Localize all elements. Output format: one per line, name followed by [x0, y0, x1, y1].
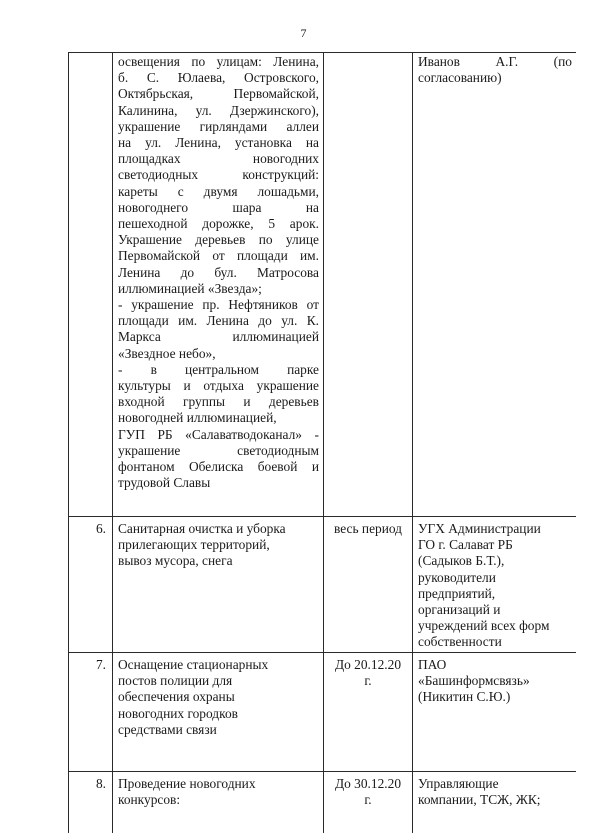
row-number-cell: 8.	[69, 772, 113, 833]
term-line: До 20.12.20	[334, 657, 402, 672]
description-line: украшение гирляндами аллеи	[118, 118, 319, 134]
events-table	[68, 52, 576, 833]
row-number-cell: 7.	[69, 653, 113, 772]
term-line: г.	[364, 792, 372, 808]
description-line: Октябрьская, Первомайской,	[118, 86, 319, 102]
description-cell	[113, 653, 324, 772]
responsible-line: учреждений всех форм	[418, 618, 550, 634]
responsible-line: собственности	[418, 634, 502, 650]
table-row	[69, 653, 577, 772]
description-line: прилегающих территорий,	[118, 537, 270, 553]
description-line: - украшение пр. Нефтяников от	[118, 297, 319, 313]
row-number-cell: 6.	[69, 517, 113, 653]
description-line: кареты с двумя лошадьми,	[118, 183, 319, 199]
table-row	[69, 53, 577, 517]
description-line: Санитарная очистка и уборка	[118, 521, 286, 536]
responsible-line: (Садыков Б.Т.),	[418, 553, 505, 569]
responsible-line: компании, ТСЖ, ЖК;	[418, 792, 541, 808]
description-line: площадках новогодних	[118, 151, 319, 167]
responsible-line: предприятий,	[418, 585, 496, 601]
description-line: культуры и отдыха украшение	[118, 378, 319, 394]
description-line: Украшение деревьев по улице	[118, 232, 319, 248]
term-line: весь период	[333, 521, 402, 536]
description-line: Маркса иллюминацией	[118, 329, 319, 345]
responsible-cell	[413, 53, 577, 517]
description-line: Оснащение стационарных	[118, 657, 269, 672]
description-line: Ленина до бул. Матросова	[118, 264, 319, 280]
description-line: Первомайской от площади им.	[118, 248, 319, 264]
responsible-line: УГХ Администрации	[418, 521, 541, 536]
responsible-line: согласованию)	[418, 70, 502, 86]
description-line: светодиодных конструкций:	[118, 167, 319, 183]
page-number: 7	[300, 26, 307, 40]
responsible-line: Иванов А.Г. (по	[418, 54, 572, 69]
description-line: б. С. Юлаева, Островского,	[118, 70, 319, 86]
description-cell	[113, 53, 324, 517]
description-line: новогодних городков	[118, 705, 238, 721]
description-line: Калинина, ул. Дзержинского),	[118, 102, 319, 118]
description-line: Проведение новогодних	[118, 776, 256, 791]
description-line: ГУП РБ «Салаватводоканал» -	[118, 426, 319, 442]
description-line: украшение светодиодным	[118, 442, 319, 458]
responsible-line: «Башинформсвязь»	[418, 673, 530, 689]
description-line: конкурсов:	[118, 792, 181, 808]
description-cell	[113, 517, 324, 653]
term-cell	[324, 517, 413, 653]
responsible-cell	[413, 772, 577, 833]
description-cell	[113, 772, 324, 833]
description-line: «Звездное небо»,	[118, 345, 216, 361]
term-cell	[324, 53, 413, 517]
events-table-container	[68, 52, 576, 833]
description-line: входной группы и деревьев	[118, 394, 319, 410]
responsible-line: организаций и	[418, 602, 501, 618]
responsible-cell	[413, 517, 577, 653]
term-cell	[324, 772, 413, 833]
term-line: До 30.12.20	[334, 776, 402, 791]
description-line: иллюминацией «Звезда»;	[118, 280, 262, 296]
responsible-line: ПАО	[418, 657, 447, 672]
description-line: площади им. Ленина до ул. К.	[118, 313, 319, 329]
table-row	[69, 517, 577, 653]
row-number-cell	[69, 53, 113, 517]
responsible-line: ГО г. Салават РБ	[418, 537, 513, 553]
description-line: обеспечения охраны	[118, 689, 235, 705]
responsible-line: Управляющие	[418, 776, 499, 791]
description-line: - в центральном парке	[118, 361, 319, 377]
description-line: постов полиции для	[118, 673, 233, 689]
description-line: новогодней иллюминацией,	[118, 410, 277, 426]
table-row	[69, 772, 577, 833]
term-line: г.	[364, 673, 372, 689]
responsible-line: руководители	[418, 569, 496, 585]
description-line: вывоз мусора, снега	[118, 553, 233, 569]
description-line: пешеходной дорожке, 5 арок.	[118, 216, 319, 232]
description-line: фонтаном Обелиска боевой и	[118, 459, 319, 475]
description-line: новогоднего шара на	[118, 199, 319, 215]
description-line: трудовой Славы	[118, 475, 211, 491]
description-line: на ул. Ленина, установка на	[118, 135, 319, 151]
description-line: средствами связи	[118, 721, 217, 737]
responsible-cell	[413, 653, 577, 772]
responsible-line: (Никитин С.Ю.)	[418, 689, 511, 705]
term-cell	[324, 653, 413, 772]
description-line: освещения по улицам: Ленина,	[118, 54, 319, 69]
